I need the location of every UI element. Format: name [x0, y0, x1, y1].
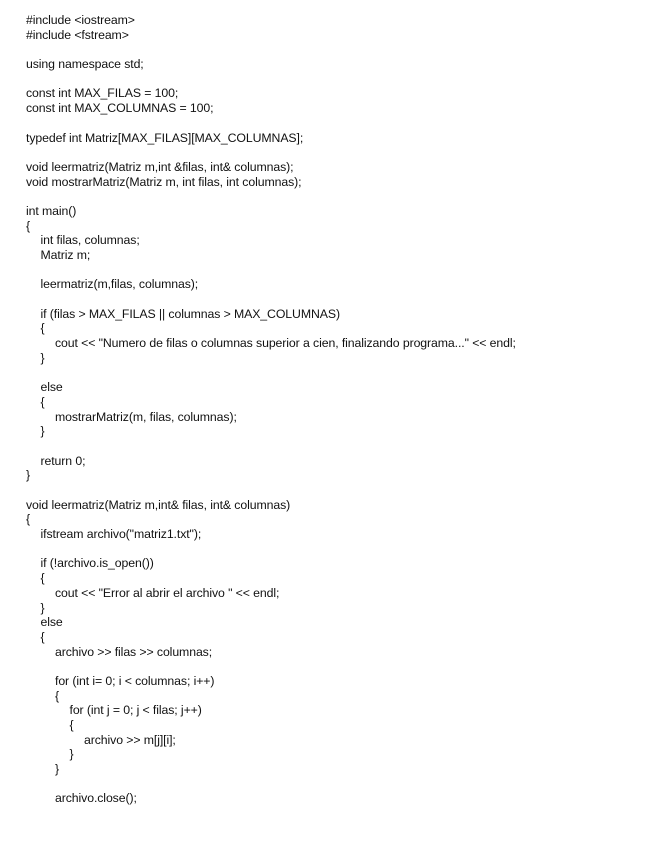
code-line: [26, 145, 516, 160]
code-line: return 0;: [40, 453, 86, 468]
code-line: for (int i= 0; i < columnas; i++): [55, 673, 215, 688]
code-line: if (!archivo.is_open()): [40, 556, 154, 571]
code-line: [26, 116, 516, 131]
code-line: [26, 263, 516, 278]
code-line: if (filas > MAX_FILAS || columnas > MAX_COLUMNAS): [40, 306, 340, 321]
code-line: [26, 189, 516, 204]
code-line: {: [40, 629, 45, 644]
code-line: }: [26, 468, 31, 483]
code-line: for (int j = 0; j < filas; j++): [69, 703, 202, 718]
code-line: const int MAX_COLUMNAS = 100;: [26, 101, 214, 116]
code-line: [26, 542, 516, 557]
code-line: ifstream archivo("matriz1.txt");: [40, 527, 202, 542]
code-line: [26, 483, 516, 498]
code-line: int filas, columnas;: [40, 233, 140, 248]
code-line: }: [40, 424, 45, 439]
code-line: using namespace std;: [26, 57, 144, 72]
code-listing: [26, 13, 516, 806]
code-line: }: [69, 747, 74, 762]
code-line: void mostrarMatriz(Matriz m, int filas, int columnas);: [26, 174, 302, 189]
code-line: }: [55, 762, 60, 777]
code-line: void leermatriz(Matriz m,int &filas, int& columnas);: [26, 159, 294, 174]
code-line: #include <fstream>: [26, 27, 129, 42]
code-line: typedef int Matriz[MAX_FILAS][MAX_COLUMNAS];: [26, 130, 304, 145]
code-line: #include <iostream>: [26, 13, 135, 27]
code-line: [26, 777, 516, 792]
code-line: archivo.close();: [55, 791, 137, 806]
code-line: {: [40, 321, 45, 336]
code-line: cout << "Numero de filas o columnas superior a cien, finalizando programa..." << endl;: [55, 336, 516, 351]
code-line: {: [26, 512, 31, 527]
code-line: [26, 439, 516, 454]
code-line: [26, 659, 516, 674]
code-line: {: [40, 571, 45, 586]
code-line: {: [55, 688, 60, 703]
code-line: mostrarMatriz(m, filas, columnas);: [55, 409, 237, 424]
code-line: Matriz m;: [40, 248, 91, 262]
code-line: {: [69, 718, 74, 732]
code-line: archivo >> m[j][i];: [84, 732, 176, 747]
code-line: void leermatriz(Matriz m,int& filas, int& columnas): [26, 497, 291, 512]
code-line: cout << "Error al abrir el archivo " << endl;: [55, 585, 280, 600]
code-line: [26, 42, 516, 57]
code-line: {: [40, 394, 45, 409]
code-line: const int MAX_FILAS = 100;: [26, 86, 179, 101]
code-line: [26, 72, 516, 87]
code-line: else: [40, 380, 63, 395]
code-line: else: [40, 615, 63, 630]
code-line: [26, 292, 516, 307]
code-line: [26, 366, 516, 381]
code-line: archivo >> filas >> columnas;: [55, 644, 213, 659]
code-line: int main(): [26, 203, 77, 218]
code-line: leermatriz(m,filas, columnas);: [40, 277, 199, 292]
code-line: }: [40, 350, 45, 365]
code-line: {: [26, 218, 31, 233]
code-line: }: [40, 600, 45, 615]
